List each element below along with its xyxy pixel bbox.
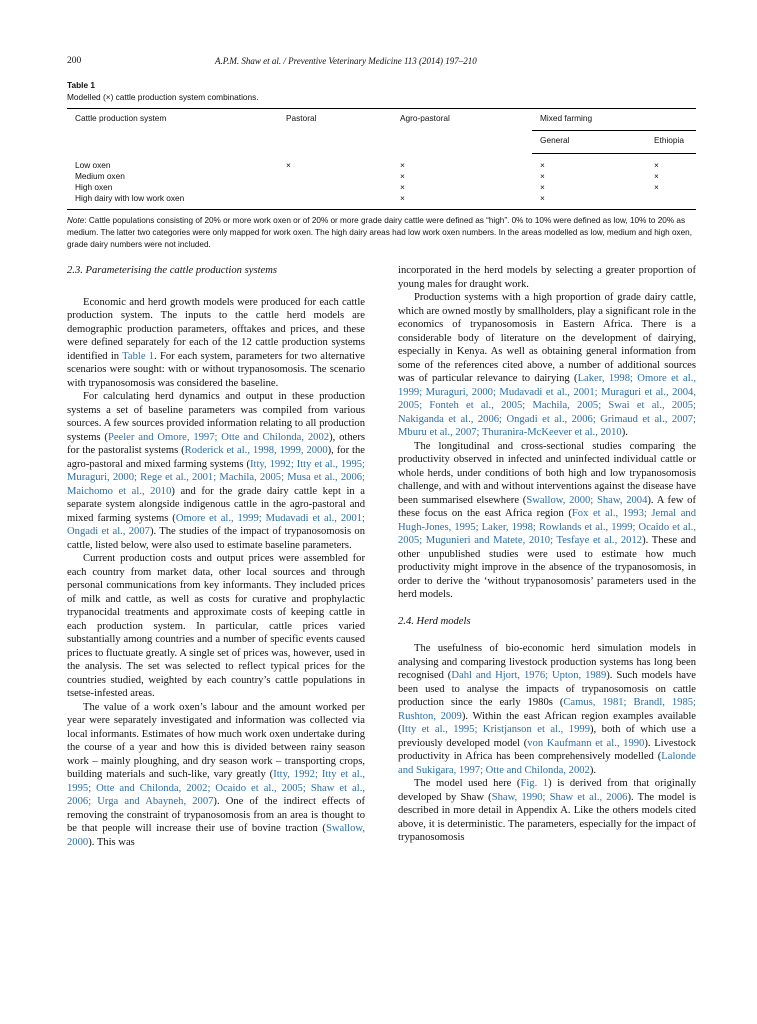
ref-link[interactable]: Swallow, 2000; Shaw, 2004 <box>526 494 648 506</box>
text: ). Livestock productivity in Africa has been comprehensively modelled ( <box>398 737 696 762</box>
text: ). <box>621 427 628 438</box>
text: ). This was <box>88 836 135 848</box>
production-system-table <box>67 108 696 210</box>
text: ), for the agro-pastoral and mixed farming systems ( <box>67 445 365 470</box>
ref-link[interactable]: Roderick et al., 1998, 1999, 2000 <box>184 445 328 456</box>
text: For calculating herd dynamics and output in these production systems a set of baseline parameters was compiled from various sources. A few sources provided information relating to all production systems ( <box>67 391 365 443</box>
text: ). One of the indirect effects of removing the constraint of trypanosomosis from an area is thought to be that people will increase their use of bovine traction ( <box>67 796 365 834</box>
header-agro-pastoral: Agro-pastoral <box>392 109 532 154</box>
paragraph <box>398 777 696 845</box>
cell-pastoral: × <box>286 159 291 170</box>
cell-general: × <box>532 193 646 210</box>
ref-link[interactable]: Peeler and Omore, 1997; Otte and Chilonda, 2002 <box>107 431 330 443</box>
table-1 <box>67 80 696 251</box>
cell-ethiopia: × <box>654 160 659 170</box>
cell-general: × <box>540 171 545 181</box>
text: ). These and other unpublished studies were used to estimate how much productivity might improve in the absence of the trypanosomosis, in order to derive the ‘without trypanosomosis’ parameters used in the herd models. <box>398 535 696 600</box>
paragraph <box>67 701 365 850</box>
cell-pastoral <box>278 193 392 210</box>
cell-general: × <box>540 160 545 170</box>
text: ). The studies of the impact of trypanosomosis on cattle, listed below, were also used to estimate baseline parameters. <box>67 526 365 551</box>
text: . For each system, parameters for two alternative scenarios were sought: with or without trypanosomosis. The scenario with trypanosomosis was considered the baseline. <box>67 350 366 389</box>
table-label: Table 1 <box>67 80 95 90</box>
table-note <box>67 215 696 251</box>
paragraph <box>67 296 365 391</box>
cell-agro: × <box>400 159 405 170</box>
cell-ethiopia: × <box>654 182 659 192</box>
ref-link[interactable]: Fig. 1 <box>520 778 549 789</box>
ref-link[interactable]: Itty et al., 1995; Kristjanson et al., 1999 <box>401 724 590 735</box>
paragraph <box>398 291 696 440</box>
cell-agro: × <box>400 171 405 181</box>
header-mixed-farming: Mixed farming <box>532 109 696 131</box>
cell-agro: × <box>392 193 532 210</box>
ref-link[interactable]: Itty, 1992; Itty et al., 1995; Muraguri, 2000; Rege et al., 2001; Machila, 2005; Musa et al., 2006; Maichomo et al., 2010 <box>67 458 365 497</box>
cell-general: × <box>540 182 545 192</box>
header-pastoral: Pastoral <box>278 109 392 154</box>
cell-agro: × <box>400 182 405 192</box>
note-text: : Cattle populations consisting of 20% or more work oxen or of 20% or more grade dairy cattle were defined as “high”. 0% to 10% were defined as low, 10% to 20% as medium. The latter two categories were only mapped for work oxen. The high dairy areas had low work oxen numbers. In the areas modelled as low, medium and high oxen, grade dairy numbers were not included. <box>67 216 693 249</box>
text: ) and for the grade dairy cattle kept in a separate system alongside indigenous cattle in the agro-pastoral and mixed farming systems ( <box>67 485 365 524</box>
table-row <box>67 171 696 182</box>
ref-link[interactable]: Camus, 1981; Brandl, 1985; Rushton, 2009 <box>398 697 696 722</box>
text: The usefulness of bio-economic herd simulation models in analysing and comparing livestock production systems has long been recognised ( <box>398 643 696 681</box>
page-number: 200 <box>67 56 82 66</box>
ref-link[interactable]: Table 1 <box>122 350 155 362</box>
text: ) is derived from that originally developed by Shaw ( <box>398 778 696 803</box>
text: ), both of which use a previously developed model ( <box>398 724 696 749</box>
text: Economic and herd growth models were produced for each cattle production system. The inputs to the cattle herd models are demographic production parameters, offtakes and prices, and these were defined separately for each of the 12 cattle production systems identified in <box>67 296 365 362</box>
paragraph <box>398 440 696 602</box>
paragraph <box>67 390 365 552</box>
ref-link[interactable]: Shaw, 1990; Shaw et al., 2006 <box>491 791 628 803</box>
cell-pastoral <box>278 171 392 182</box>
ref-link[interactable]: von Kaufmann et al., 1990 <box>527 737 645 749</box>
cell-ethiopia <box>646 193 696 210</box>
running-head: A.P.M. Shaw et al. / Preventive Veterinary Medicine 113 (2014) 197–210 <box>215 56 477 66</box>
paragraph <box>398 642 696 777</box>
text: ). The model is described in more detail in Appendix A. Like the others models cited above, it is deterministic. The parameters, especially for the impact of trypanosomosis <box>398 791 696 843</box>
ref-link[interactable]: Lalonde and Sukigara, 1997; Otte and Chilonda, 2002 <box>398 751 696 776</box>
text: ). <box>589 764 597 776</box>
right-column <box>398 264 696 845</box>
cell-pastoral <box>278 182 392 193</box>
section-heading-2-3: 2.3. Parameterising the cattle production systems <box>67 265 277 276</box>
row-label: Medium oxen <box>75 171 125 181</box>
header-general: General <box>532 131 646 154</box>
text: Production systems with a high proportion of grade dairy cattle, which are owned mostly by smallholders, play a significant role in the economics of trypanosomosis in Eastern Africa. There is a considerable body of literature on the development of dairying, especially in Kenya. As well as obtaining general information from some of the references cited above, a number of additional sources was of particular relevance to dairying ( <box>398 292 696 384</box>
cell-ethiopia: × <box>654 171 659 181</box>
row-label: High dairy with low work oxen <box>67 193 278 210</box>
ref-link[interactable]: Laker, 1998; Omore et al., 1999; Muraguri, 2000; Mudavadi et al., 2001; Muraguri et al., 2004, 2005; Fonteh et al., 2005; Machila, 2005; Swai et al., 2005; Nakiganda et al., 2006; Ongadi et al., 2006; Grimaud et al., 2007; Mburu et al., 2007; Thuranira-McKeever et al., 2010 <box>398 373 696 438</box>
paragraph: incorporated in the herd models by selecting a greater proportion of young males for draught work. <box>398 265 696 290</box>
ref-link[interactable]: Swallow, 2000 <box>67 823 365 848</box>
row-label: Low oxen <box>75 159 111 170</box>
table-caption: Modelled (×) cattle production system combinations. <box>67 92 259 102</box>
table-row <box>67 182 696 193</box>
text: The value of a work oxen’s labour and the amount worked per year were separately investigated and information was collected via local informants. Estimates of how much work oxen undertake during the course of a year and how this is divided between rainy season work – mainly ploughing, and dry season work – transporting crops, building materials and such-like, vary greatly ( <box>67 701 365 780</box>
text: ). A few of these focus on the east Africa region ( <box>398 494 697 519</box>
header-system: Cattle production system <box>67 109 278 154</box>
note-label: Note <box>67 216 85 225</box>
row-label: High oxen <box>75 182 113 192</box>
left-column <box>67 264 365 849</box>
text: ). Such models have been used to analyse the impacts of trypanosomosis on cattle production since the early 1980s ( <box>398 670 696 708</box>
header-ethiopia: Ethiopia <box>646 131 696 154</box>
paragraph: Current production costs and output prices were assembled for each country from market data, other local sources and through personal communications from key informants. They included prices of milk and cattle, as well as costs for curative and prophylactic trypanocidal treatments and approximate costs of keeping cattle in each production system. In particular, cattle prices varied substantially among countries and a number of specific events caused prices to fluctuate greatly. A single set of prices was, however, used in the analysis. The set was selected to reflect typical prices for the countries studied, weighted by each country’s cattle populations in tsetse-infested areas. <box>67 553 365 699</box>
text: ). Within the east African region examples available ( <box>398 710 696 735</box>
text: The longitudinal and cross-sectional studies comparing the productivity observed in infected and uninfected individual cattle or whole herds, under conditions of both high and low trypanosomosis challenge, and with and without interventions against the disease have been summarised elsewhere ( <box>398 440 696 506</box>
ref-link[interactable]: Dahl and Hjort, 1976; Upton, 1989 <box>451 670 607 681</box>
text: The model used here ( <box>414 778 521 789</box>
ref-link[interactable]: Itty, 1992; Itty et al., 1995; Otte and Chilonda, 2002; Ocaido et al., 2005; Shaw et al., 2006; Urga and Abayneh, 2007 <box>67 769 365 807</box>
ref-link[interactable]: Fox et al., 1993; Jemal and Hugh-Jones, 1995; Laker, 1998; Rowlands et al., 1999; Ocaido et al., 2005; Mugunieri and Matete, 2010; Tesfaye et al., 2012 <box>398 508 697 546</box>
ref-link[interactable]: Omore et al., 1999; Mudavadi et al., 2001; Ongadi et al., 2007 <box>67 512 365 537</box>
section-heading-2-4: 2.4. Herd models <box>398 615 471 627</box>
table-row <box>67 154 696 172</box>
text: ), others for the pastoralist systems ( <box>67 431 365 456</box>
table-row <box>67 193 696 210</box>
